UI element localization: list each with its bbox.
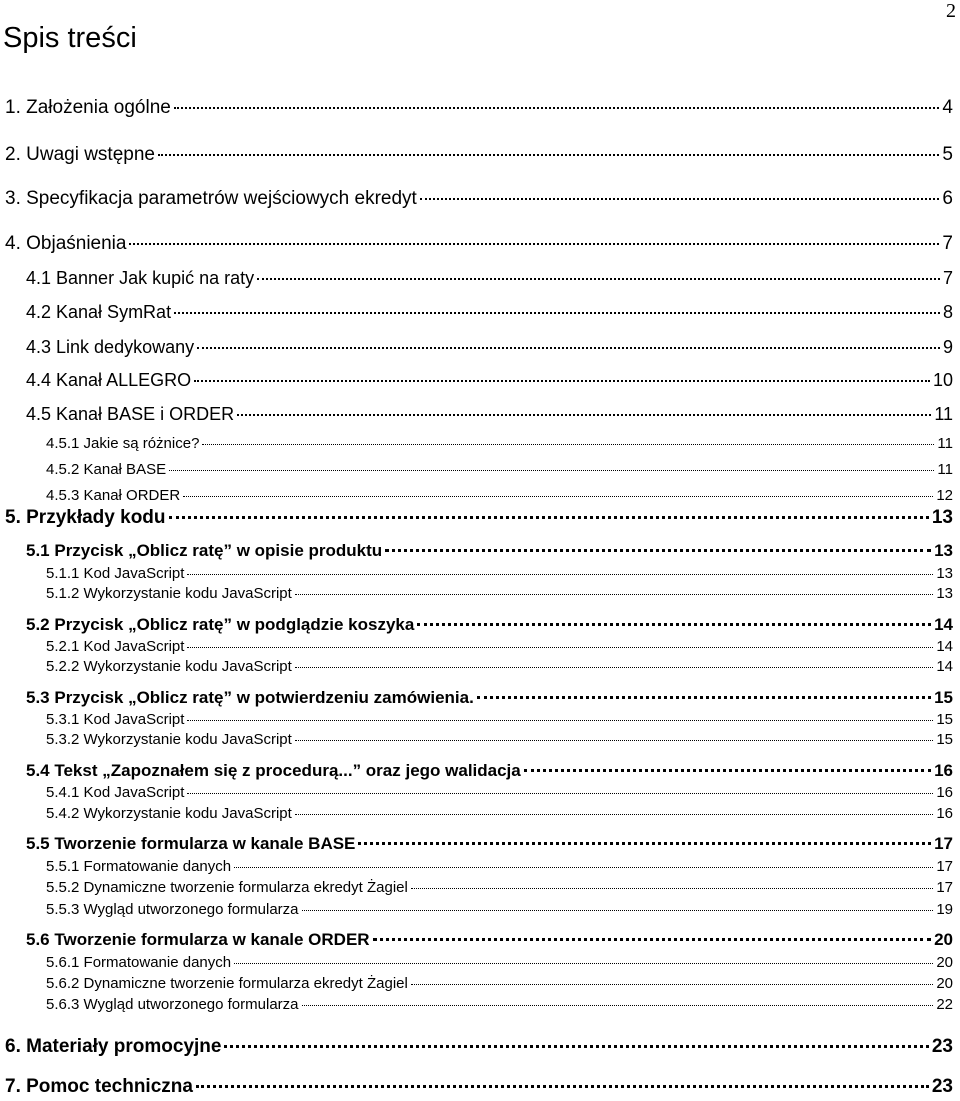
toc-entry-page: 11	[934, 404, 953, 424]
toc-entry[interactable]	[5, 144, 953, 166]
toc-leader	[411, 887, 933, 889]
toc-entry-label: 5.3 Przycisk „Oblicz ratę” w potwierdzeniu zamówienia.	[26, 688, 474, 707]
toc-entry-label: 5.1 Przycisk „Oblicz ratę” w opisie produktu	[26, 541, 383, 560]
toc-entry-label: 5.1.1 Kod JavaScript	[46, 565, 185, 582]
toc-entry-label: 5.3.1 Kod JavaScript	[46, 711, 185, 728]
toc-entry[interactable]	[26, 404, 953, 425]
toc-entry[interactable]	[46, 975, 953, 992]
toc-entry[interactable]	[46, 901, 953, 918]
toc-leader	[187, 646, 933, 648]
toc-leader	[174, 106, 940, 109]
toc-leader	[295, 593, 934, 595]
toc-entry-label: 4.5.2 Kanał BASE	[46, 461, 167, 478]
toc-entry-label: 5.6 Tworzenie formularza w kanale ORDER	[26, 930, 370, 949]
toc-entry[interactable]	[26, 541, 953, 561]
toc-entry-page: 22	[936, 996, 953, 1013]
toc-entry-page: 23	[931, 1036, 953, 1057]
toc-entry[interactable]	[46, 784, 953, 801]
toc-entry[interactable]	[26, 688, 953, 708]
toc-entry-label: 4.5.1 Jakie są różnice?	[46, 435, 200, 452]
toc-entry-label: 4. Objaśnienia	[5, 233, 127, 254]
toc-entry[interactable]	[46, 565, 953, 582]
toc-entry-label: 5.5 Tworzenie formularza w kanale BASE	[26, 834, 356, 853]
toc-entry-label: 5.3.2 Wykorzystanie kodu JavaScript	[46, 731, 292, 748]
toc-leader	[411, 983, 933, 985]
toc-entry-label: 4.5 Kanał BASE i ORDER	[26, 404, 235, 424]
toc-entry-page: 7	[942, 268, 953, 288]
toc-entry-page: 23	[931, 1076, 953, 1097]
toc-entry-page: 14	[934, 615, 953, 634]
toc-entry[interactable]	[26, 930, 953, 950]
toc-leader	[187, 792, 933, 794]
toc-leader	[417, 622, 931, 626]
toc-leader	[373, 937, 932, 941]
toc-leader	[187, 573, 933, 575]
toc-leader	[302, 1004, 934, 1006]
toc-entry-label: 4.4 Kanał ALLEGRO	[26, 370, 192, 390]
toc-entry[interactable]	[26, 761, 953, 781]
toc-entry-page: 13	[931, 507, 953, 528]
toc-entry-label: 5.4.1 Kod JavaScript	[46, 784, 185, 801]
toc-entry-page: 14	[936, 638, 953, 655]
toc-leader	[183, 495, 933, 497]
toc-entry[interactable]	[46, 638, 953, 655]
toc-entry-page: 9	[942, 337, 953, 357]
toc-entry-page: 11	[937, 435, 953, 452]
toc-entry[interactable]	[46, 954, 953, 971]
toc-entry[interactable]	[46, 805, 953, 822]
toc-entry-page: 13	[936, 585, 953, 602]
toc-leader	[295, 739, 934, 741]
toc-leader	[524, 768, 931, 772]
toc-leader	[174, 311, 940, 314]
toc-leader	[295, 666, 934, 668]
toc-title: Spis treści	[3, 22, 137, 54]
toc-entry-page: 13	[934, 541, 953, 560]
toc-entry-page: 16	[936, 784, 953, 801]
toc-entry-label: 3. Specyfikacja parametrów wejściowych ekredyt	[5, 188, 417, 209]
toc-entry[interactable]	[46, 585, 953, 602]
toc-entry-label: 5. Przykłady kodu	[5, 507, 166, 528]
toc-entry[interactable]	[26, 615, 953, 635]
toc-entry[interactable]	[26, 337, 953, 358]
toc-entry-label: 5.6.2 Dynamiczne tworzenie formularza ekredyt Żagiel	[46, 975, 408, 992]
toc-entry[interactable]	[26, 302, 953, 323]
toc-entry-page: 17	[934, 834, 953, 853]
toc-entry-label: 5.2 Przycisk „Oblicz ratę” w podglądzie koszyka	[26, 615, 415, 634]
toc-leader	[477, 695, 931, 699]
toc-entry-label: 4.2 Kanał SymRat	[26, 302, 172, 322]
toc-entry[interactable]	[46, 435, 953, 452]
toc-leader	[196, 1084, 929, 1088]
toc-entry-label: 5.2.1 Kod JavaScript	[46, 638, 185, 655]
toc-leader	[169, 515, 929, 519]
toc-entry[interactable]	[46, 658, 953, 675]
toc-leader	[224, 1044, 928, 1048]
toc-entry-page: 4	[942, 97, 953, 118]
toc-entry[interactable]	[5, 1076, 953, 1098]
toc-entry[interactable]	[46, 731, 953, 748]
toc-entry-label: 4.5.3 Kanał ORDER	[46, 487, 181, 504]
toc-leader	[202, 443, 934, 445]
toc-entry[interactable]	[46, 879, 953, 896]
toc-entry-label: 5.6.1 Formatowanie danych	[46, 954, 232, 971]
toc-entry[interactable]	[26, 268, 953, 289]
toc-entry-label: 2. Uwagi wstępne	[5, 144, 155, 165]
toc-entry[interactable]	[26, 370, 953, 391]
toc-entry-page: 14	[936, 658, 953, 675]
toc-entry[interactable]	[5, 188, 953, 210]
toc-leader	[187, 719, 933, 721]
toc-leader	[385, 548, 931, 552]
toc-leader	[197, 346, 940, 349]
toc-entry-page: 20	[936, 954, 953, 971]
toc-entry-page: 16	[936, 805, 953, 822]
page-number: 2	[946, 0, 956, 22]
toc-entry[interactable]	[46, 711, 953, 728]
toc-entry-label: 5.4 Tekst „Zapoznałem się z procedurą...” oraz jego walidacja	[26, 761, 521, 780]
toc-entry[interactable]	[5, 233, 953, 255]
toc-entry-page: 17	[936, 879, 953, 896]
toc-leader	[237, 413, 931, 416]
toc-entry-page: 13	[936, 565, 953, 582]
toc-entry-page: 20	[936, 975, 953, 992]
toc-entry-label: 5.5.3 Wygląd utworzonego formularza	[46, 901, 299, 918]
toc-entry[interactable]	[5, 1036, 953, 1058]
toc-entry[interactable]	[46, 996, 953, 1013]
toc-entry-label: 6. Materiały promocyjne	[5, 1036, 222, 1057]
toc-entry-page: 6	[942, 188, 953, 209]
toc-leader	[358, 841, 931, 845]
toc-entry-page: 19	[936, 901, 953, 918]
toc-entry-page: 10	[932, 370, 953, 390]
toc-leader	[295, 813, 934, 815]
toc-leader	[420, 197, 940, 200]
toc-entry-label: 7. Pomoc techniczna	[5, 1076, 193, 1097]
toc-entry-page: 17	[936, 858, 953, 875]
toc-leader	[257, 277, 940, 280]
toc-entry-label: 5.4.2 Wykorzystanie kodu JavaScript	[46, 805, 292, 822]
toc-entry[interactable]	[46, 461, 953, 478]
toc-entry-label: 5.1.2 Wykorzystanie kodu JavaScript	[46, 585, 292, 602]
toc-entry-page: 8	[942, 302, 953, 322]
toc-entry-label: 5.2.2 Wykorzystanie kodu JavaScript	[46, 658, 292, 675]
toc-entry-page: 5	[942, 144, 953, 165]
toc-entry-label: 1. Założenia ogólne	[5, 97, 171, 118]
toc-leader	[234, 866, 933, 868]
toc-entry-page: 11	[937, 461, 953, 478]
toc-leader	[158, 153, 939, 156]
toc-entry-label: 4.3 Link dedykowany	[26, 337, 195, 357]
toc-entry-page: 7	[942, 233, 953, 254]
toc-entry[interactable]	[5, 507, 953, 529]
toc-entry-page: 16	[934, 761, 953, 780]
toc-entry-page: 15	[934, 688, 953, 707]
toc-entry[interactable]	[26, 834, 953, 854]
toc-leader	[169, 469, 934, 471]
toc-leader	[129, 242, 939, 245]
toc-entry[interactable]	[5, 97, 953, 119]
toc-entry-page: 15	[936, 731, 953, 748]
toc-entry-label: 5.6.3 Wygląd utworzonego formularza	[46, 996, 299, 1013]
toc-entry[interactable]	[46, 487, 953, 504]
toc-entry[interactable]	[46, 858, 953, 875]
toc-entry-label: 4.1 Banner Jak kupić na raty	[26, 268, 255, 288]
toc-entry-label: 5.5.2 Dynamiczne tworzenie formularza ekredyt Żagiel	[46, 879, 408, 896]
toc-leader	[234, 962, 933, 964]
toc-entry-page: 20	[934, 930, 953, 949]
toc-leader	[302, 909, 934, 911]
toc-leader	[194, 379, 930, 382]
toc-entry-page: 12	[936, 487, 953, 504]
toc-entry-page: 15	[936, 711, 953, 728]
toc-entry-label: 5.5.1 Formatowanie danych	[46, 858, 232, 875]
